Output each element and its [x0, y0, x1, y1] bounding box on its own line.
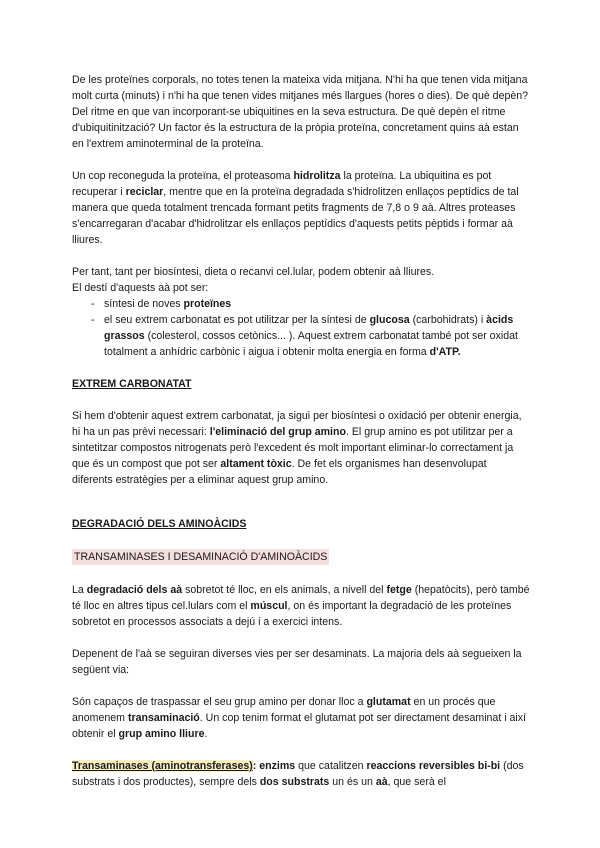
- bold-term: reaccions reversibles bi-bi: [366, 760, 501, 772]
- paragraph-pathways: Depenent de l'aà se seguiran diverses vies per ser desaminats. La majoria dels aà segueixen la següent via:: [72, 648, 522, 676]
- text: .: [204, 728, 208, 740]
- paragraph-degradation-site: [72, 582, 530, 630]
- bold-term: transaminació: [127, 712, 200, 724]
- text: un és un: [329, 776, 376, 788]
- bold-term: :: [252, 760, 260, 772]
- bold-term: aà: [375, 776, 388, 788]
- bold-term: enzims: [259, 760, 296, 772]
- text: , que serà el: [387, 776, 446, 788]
- bold-term: múscul: [250, 600, 288, 612]
- bold-term: altament tòxic: [220, 458, 292, 470]
- subheading-container: [72, 548, 530, 566]
- text: sobretot té lloc, en els animals, a nivell del: [182, 584, 387, 596]
- document-page: [72, 72, 530, 790]
- bold-term: glutamat: [366, 696, 411, 708]
- bold-term: l'eliminació del grup amino: [209, 426, 346, 438]
- text: (dos substrats i dos productes), sempre dels: [72, 760, 524, 788]
- bullet-dash: -: [91, 298, 95, 310]
- subheading-transaminases: TRANSAMINASES I DESAMINACIÓ D'AMINOÀCIDS: [74, 551, 328, 563]
- list-item: [72, 296, 530, 312]
- paragraph-destiny: El destí d'aquests aà pot ser:: [72, 282, 209, 294]
- text: en un procés que anomenem: [72, 696, 496, 724]
- bold-term: proteïnes: [183, 298, 232, 310]
- bold-term: àcids grassos: [104, 314, 514, 342]
- text: la proteïna. La ubiquitina es pot recuperar i: [72, 170, 492, 198]
- paragraph-transaminases-definition: [72, 758, 530, 790]
- paragraph-free-aa: Per tant, tant per biosíntesi, dieta o recanvi cel.lular, podem obtenir aà lliures.: [72, 266, 435, 278]
- text: La: [72, 584, 87, 596]
- text: , on és important la degradació de les proteïnes sobretot en processos associats a dejú i a exercici intens.: [72, 600, 512, 628]
- bold-term: glucosa: [369, 314, 410, 326]
- text: Si hem d'obtenir aquest extrem carbonatat, ja sigui per biosíntesi o oxidació per obtenir energia, hi ha un pas prèvi necessari:: [72, 410, 522, 438]
- bold-term: d'ATP.: [429, 346, 461, 358]
- text: . Un cop tenim format el glutamat pot ser directament desaminat i així obtenir el: [72, 712, 526, 740]
- text: (colesterol, cossos cetònics... ). Aquest extrem carbonatat també pot ser oxidat totalment a anhídric carbònic i aigua i obtenir molta energia en forma: [104, 330, 518, 358]
- paragraph-proteasome: [72, 168, 530, 248]
- text: (hepatòcits), però també té lloc en altres tipus cel.lulars com el: [72, 584, 530, 612]
- text: el seu extrem carbonatat es pot utilitzar per la síntesi de: [104, 314, 370, 326]
- bullet-dash: -: [91, 314, 95, 326]
- heading-extrem-carbonatat: EXTREM CARBONATAT: [72, 378, 192, 390]
- highlighted-term: Transaminases (aminotransferases): [72, 760, 253, 772]
- bold-term: hidrolitza: [293, 170, 341, 182]
- bold-term: fetge: [386, 584, 412, 596]
- text: síntesi de noves: [104, 298, 184, 310]
- text: , mentre que en la proteïna degradada s'hidrolitzen enllaços peptídics de tal manera que queda totalment trencada formant petits fragments de 7,8 o 9 aà. Altres proteases s'encarregaran d'acabar d'hidrolitzar els enllaços peptídics d'aquests petits pèptids i formar aà lliures.: [72, 186, 519, 246]
- heading-degradacio: DEGRADACIÓ DELS AMINOÀCIDS: [72, 518, 247, 530]
- text: Són capaços de traspassar el seu grup amino per donar lloc a: [72, 696, 367, 708]
- bold-term: reciclar: [125, 186, 164, 198]
- text: Un cop reconeguda la proteïna, el proteasoma: [72, 170, 294, 182]
- bold-term: dos substrats: [259, 776, 330, 788]
- paragraph-transamination: [72, 694, 530, 742]
- paragraph-amino-removal: [72, 408, 530, 488]
- destiny-list: [72, 296, 530, 360]
- list-item: [72, 312, 530, 360]
- bold-term: degradació dels aà: [86, 584, 183, 596]
- paragraph-protein-half-life: De les proteïnes corporals, no totes tenen la mateixa vida mitjana. N'hi ha que tenen vida mitjana molt curta (minuts) i n'hi ha que tenen vides mitjanes més llargues (hores o dies). De què depèn? Del ritme en que van incorporant-se ubiquitines en la seva estructura. De què depèn el ritme d'ubiquitinització? Un factor és la estructura de la pròpia proteïna, concretament quins aà estan en l'extrem aminoterminal de la proteïna.: [72, 74, 529, 150]
- text: . De fet els organismes han desenvolupat diferents estratègies per a eliminar aquest grup amino.: [72, 458, 487, 486]
- text: (carbohidrats) i: [409, 314, 487, 326]
- text: . El grup amino es pot utilitzar per a sintetitzar compostos nitrogenats però l'excedent és molt important eliminar-lo correctament ja que és un compost que pot ser: [72, 426, 514, 470]
- bold-term: grup amino lliure: [118, 728, 205, 740]
- text: que catalitzen: [295, 760, 367, 772]
